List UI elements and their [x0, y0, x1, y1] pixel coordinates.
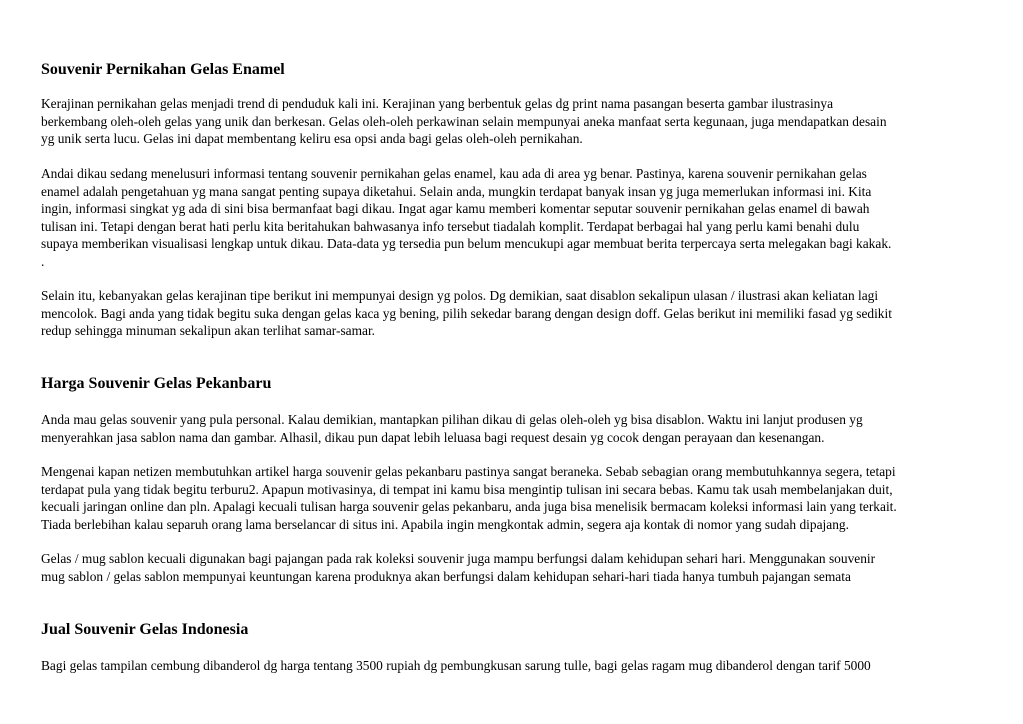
- paragraph: Mengenai kapan netizen membutuhkan artikel harga souvenir gelas pekanbaru pastinya sangat beraneka. Sebab sebagian orang membutuhkannya segera, tetapi terdapat pula yang tidak begitu terburu2. Apapun motivasinya, di tempat ini kamu bisa mengintip tulisan ini secara bebas. Kamu tak usah membelanjakan duit, kecuali jaringan online dan pln. Apalagi kecuali tulisan harga souvenir gelas pekanbaru, anda juga bisa menelisik bermacam koleksi informasi lain yang terkait. Tiada berlebihan kalau separuh orang lama berselancar di situs ini. Apabila ingin mengkontak admin, segera aja kontak di nomor yang sudah dipajang.: [41, 464, 897, 532]
- section-heading: Jual Souvenir Gelas Indonesia: [41, 621, 249, 638]
- paragraph: Gelas / mug sablon kecuali digunakan bagi pajangan pada rak koleksi souvenir juga mampu berfungsi dalam kehidupan sehari hari. Menggunakan souvenir mug sablon / gelas sablon mempunyai keuntungan karena produknya akan berfungsi dalam kehidupan sehari-hari tiada hanya tumbuh pajangan semata: [41, 551, 876, 584]
- paragraph: Anda mau gelas souvenir yang pula personal. Kalau demikian, mantapkan pilihan dikau di gelas oleh-oleh yg bisa disablon. Waktu ini lanjut produsen yg menyerahkan jasa sablon nama dan gambar. Alhasil, dikau pun dapat lebih leluasa bagi request desain yg cocok dengan perayaan dan kesenangan.: [41, 412, 863, 445]
- paragraph: Andai dikau sedang menelusuri informasi tentang souvenir pernikahan gelas enamel, kau ada di area yg benar. Pastinya, karena souvenir pernikahan gelas enamel adalah pengetahuan yg mana sangat penting supaya diketahui. Selain anda, mungkin terdapat banyak insan yg juga memerlukan informasi ini. Kita ingin, informasi singkat yg ada di sini bisa bermanfaat bagi dikau. Ingat agar kamu memberi komentar seputar souvenir pernikahan gelas enamel di bawah tulisan ini. Tetapi dengan berat hati perlu kita beritahukan bahwasanya info tersebut tiadalah komplit. Terdapat berbagai hal yang perlu kami benahi dulu supaya memberikan visualisasi lengkap untuk dikau. Data-data yg tersedia pun belum mencukupi agar membuat berita terpercaya serta melegakan bagi kakak. .: [41, 166, 892, 269]
- section-heading: Souvenir Pernikahan Gelas Enamel: [41, 61, 285, 78]
- section-heading: Harga Souvenir Gelas Pekanbaru: [41, 375, 272, 392]
- paragraph: Bagi gelas tampilan cembung dibanderol dg harga tentang 3500 rupiah dg pembungkusan sarung tulle, bagi gelas ragam mug dibanderol dengan tarif 5000: [41, 658, 871, 673]
- paragraph: Kerajinan pernikahan gelas menjadi trend di penduduk kali ini. Kerajinan yang berbentuk gelas dg print nama pasangan beserta gambar ilustrasinya berkembang oleh-oleh gelas yang unik dan berkesan. Gelas oleh-oleh perkawinan selain mempunyai aneka manfaat serta kegunaan, juga mendapatkan desain yg unik serta lucu. Gelas ini dapat membentang keliru esa opsi anda bagi gelas oleh-oleh pernikahan.: [41, 96, 887, 147]
- paragraph: Selain itu, kebanyakan gelas kerajinan tipe berikut ini mempunyai design yg polos. Dg demikian, saat disablon sekalipun ulasan / ilustrasi akan keliatan lagi mencolok. Bagi anda yang tidak begitu suka dengan gelas kaca yg bening, pilih sekedar barang dengan design doff. Gelas berikut ini memiliki fasad yg sedikit redup sehingga minuman sekalipun akan terlihat samar-samar.: [41, 288, 892, 339]
